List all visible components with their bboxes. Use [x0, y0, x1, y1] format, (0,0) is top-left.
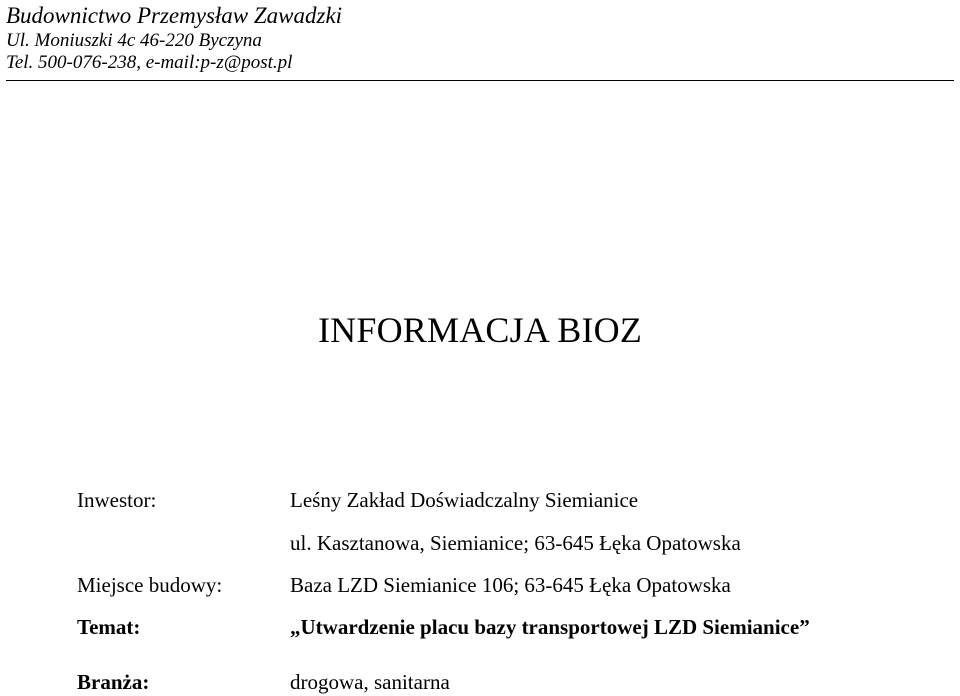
document-title: INFORMACJA BIOZ: [317, 310, 643, 350]
subject-label: Temat:: [77, 615, 141, 639]
letterhead: [6, 0, 954, 81]
investor-address: ul. Kasztanowa, Siemianice; 63-645 Łęka Opatowska: [290, 531, 741, 555]
company-name: Budownictwo Przemysław Zawadzki: [6, 3, 343, 28]
subject-value: „Utwardzenie placu bazy transportowej LZD Siemianice”: [290, 615, 810, 639]
branch-label: Branża:: [77, 670, 150, 694]
company-address: Ul. Moniuszki 4c 46-220 Byczyna: [6, 30, 262, 51]
site-label: Miejsce budowy:: [77, 573, 223, 597]
company-contact: Tel. 500-076-238, e-mail:p-z@post.pl: [6, 52, 293, 73]
investor-name: Leśny Zakład Doświadczalny Siemianice: [290, 488, 639, 512]
site-value: Baza LZD Siemianice 106; 63-645 Łęka Opatowska: [290, 573, 731, 597]
branch-value: drogowa, sanitarna: [290, 670, 450, 694]
investor-label: Inwestor:: [77, 488, 157, 512]
